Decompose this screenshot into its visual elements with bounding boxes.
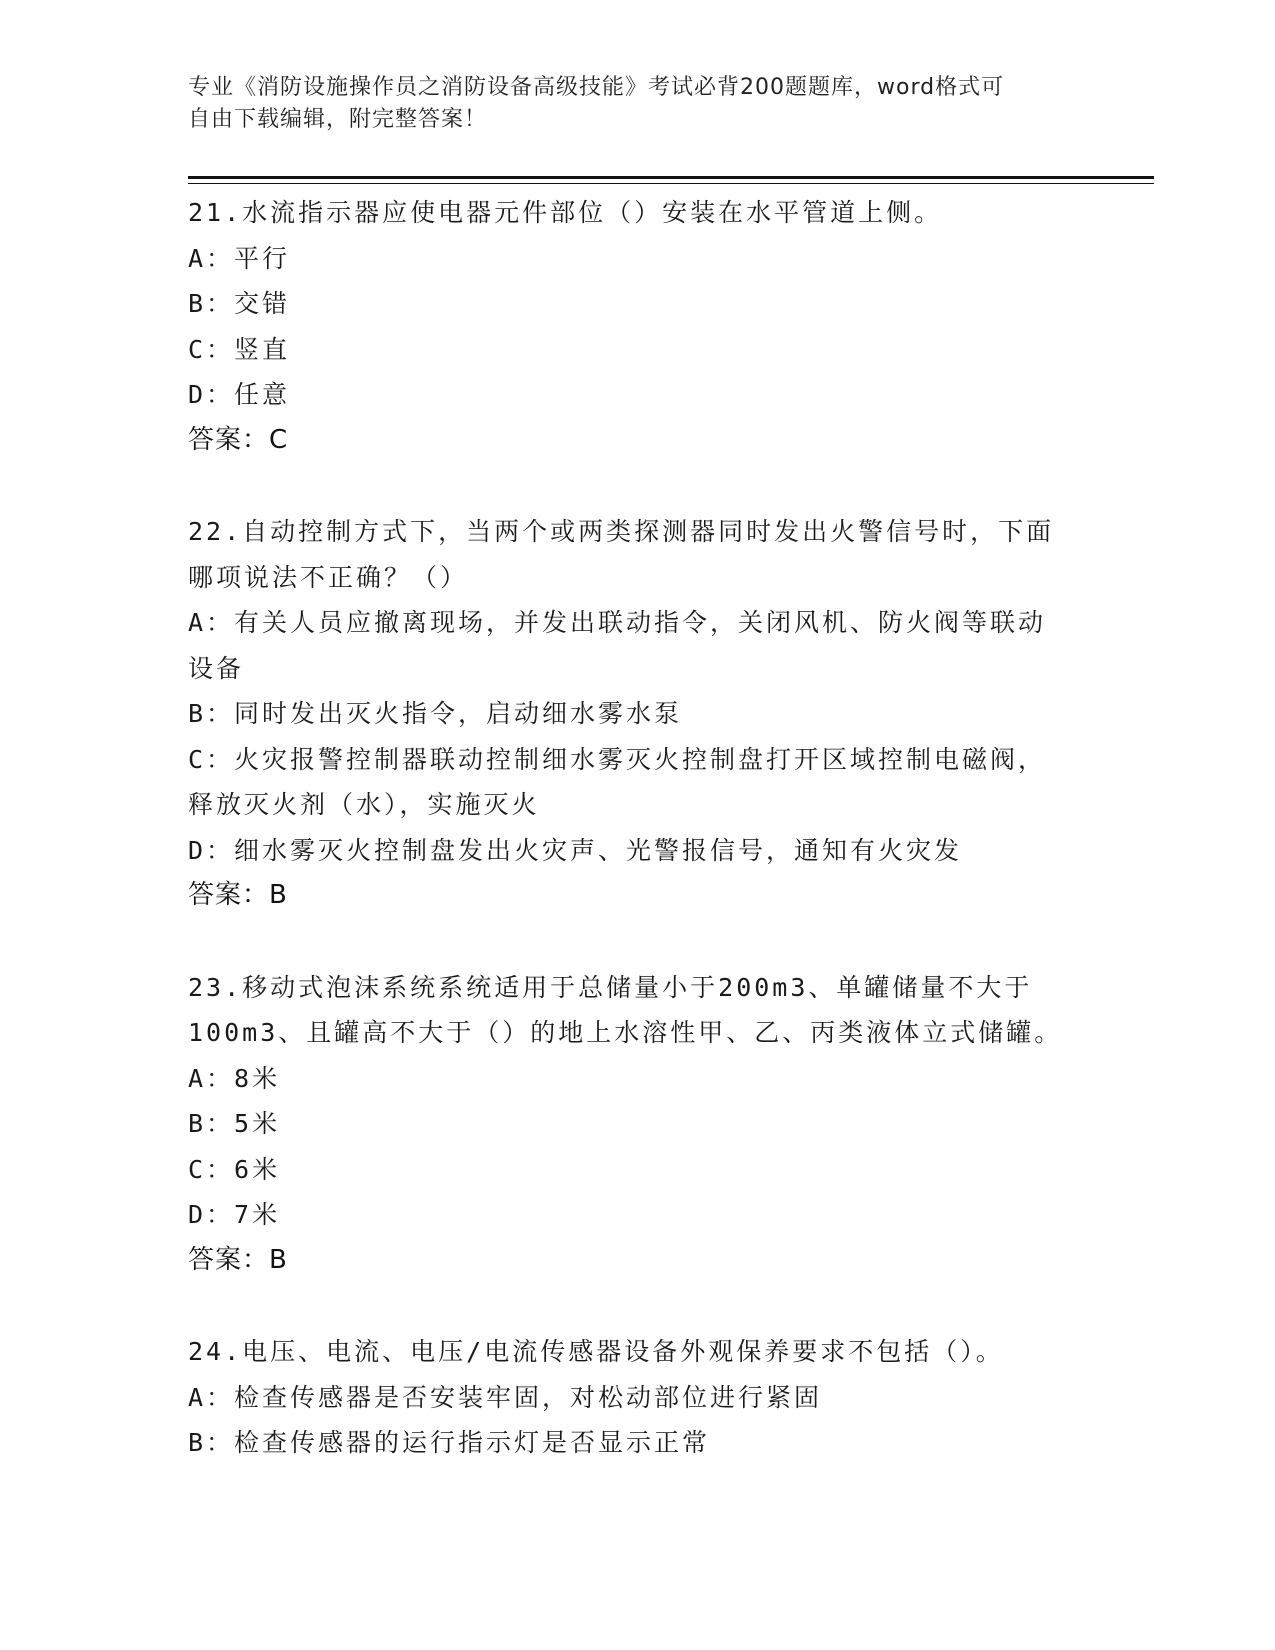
option-a: A：8米: [188, 1063, 281, 1093]
header-divider-thin: [188, 183, 1154, 184]
header-line-2: 自由下载编辑，附完整答案！: [188, 107, 488, 132]
question-22: [188, 509, 1088, 919]
option-d: D：7米: [188, 1200, 281, 1229]
document-header: [188, 72, 1088, 136]
question-stem-line: 21.水流指示器应使电器元件部位（）安装在水平管道上侧。: [188, 198, 943, 227]
option-c: C：火灾报警控制器联动控制细水雾灭火控制盘打开区域控制电磁阀，: [188, 744, 1047, 774]
option-b: B：同时发出灭火指令，启动细水雾水泵: [188, 699, 683, 728]
question-stem-line: 22.自动控制方式下，当两个或两类探测器同时发出火警信号时，下面: [188, 517, 1055, 546]
option-c-continuation: 释放灭火剂（水），实施灭火: [188, 790, 540, 819]
question-24: [188, 1329, 1088, 1466]
question-stem-line: 24.电压、电流、电压/电流传感器设备外观保养要求不包括（）。: [188, 1337, 1004, 1366]
header-line-1: 专业《消防设施操作员之消防设备高级技能》考试必背200题题库，word格式可: [188, 75, 1005, 100]
header-divider-thick: [188, 176, 1154, 179]
answer-label: 答案：C: [188, 424, 289, 455]
option-b: B：交错: [188, 289, 291, 318]
option-d: D：任意: [188, 380, 291, 409]
question-stem-line: 100m3、且罐高不大于（）的地上水溶性甲、乙、丙类液体立式储罐。: [188, 1018, 1063, 1047]
answer-label: 答案：B: [188, 880, 288, 910]
question-stem-line: 哪项说法不正确？（）: [188, 562, 469, 592]
question-stem-line: 23.移动式泡沫系统系统适用于总储量小于200m3、单罐储量不大于: [188, 972, 1033, 1002]
option-c: C：竖直: [188, 334, 291, 364]
option-b: B：检查传感器的运行指示灯是否显示正常: [188, 1428, 711, 1457]
option-a: A：有关人员应撤离现场，并发出联动指令，关闭风机、防火阀等联动: [188, 608, 1047, 637]
answer-label: 答案：B: [188, 1244, 288, 1275]
option-b: B：5米: [188, 1109, 281, 1138]
option-c: C：6米: [188, 1154, 281, 1184]
option-d: D：细水雾灭火控制盘发出火灾声、光警报信号，通知有火灾发: [188, 835, 963, 865]
question-23: [188, 965, 1088, 1284]
question-21: [188, 190, 1088, 463]
question-list: [188, 190, 1088, 1512]
option-a: A：平行: [188, 243, 291, 273]
option-a-continuation: 设备: [188, 653, 245, 683]
option-a: A：检查传感器是否安装牢固，对松动部位进行紧固: [188, 1382, 823, 1412]
